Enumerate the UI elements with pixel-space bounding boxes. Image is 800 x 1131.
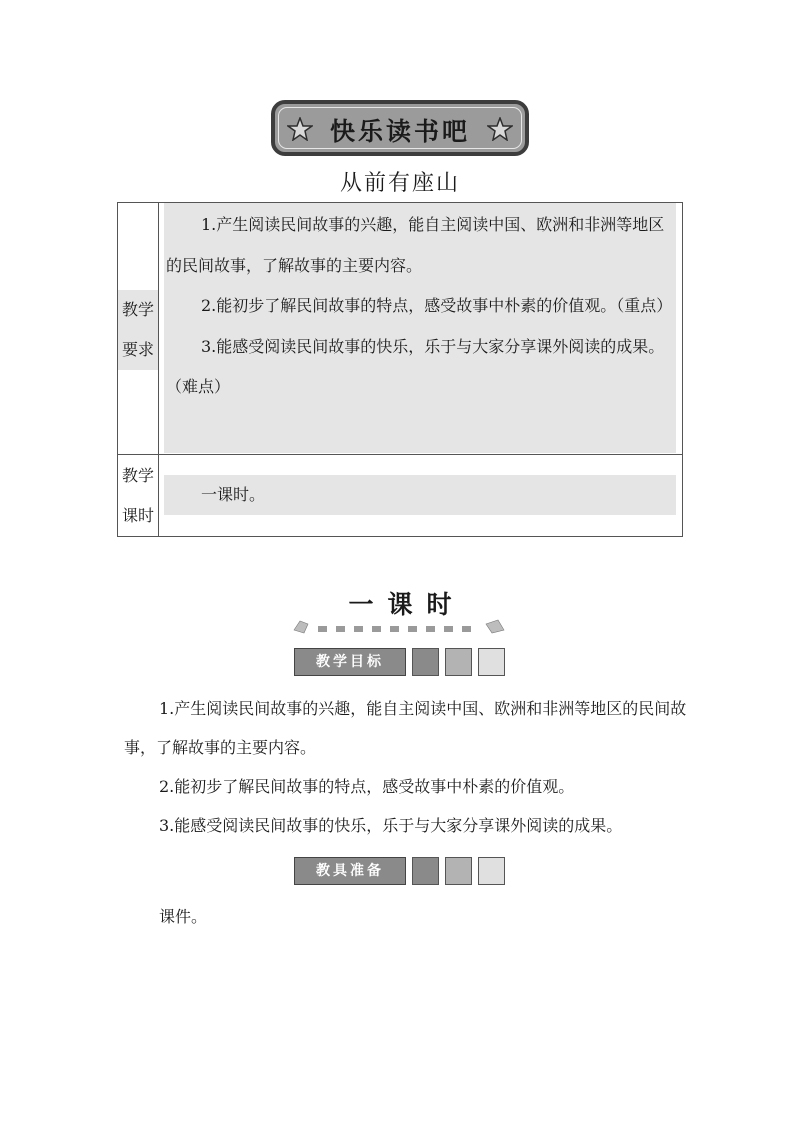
- prep-content: [124, 897, 704, 936]
- goal-item: 2.能初步了解民间故事的特点，感受故事中朴素的价值观。: [159, 777, 575, 796]
- goals-tag-label: 教学目标: [294, 648, 406, 676]
- hours-value: 一课时。: [201, 485, 266, 504]
- title-banner: [271, 100, 529, 156]
- requirement-item: 1.产生阅读民间故事的兴趣，能自主阅读中国、欧洲和非洲等地区的民间故事，了解故事的主要内容。: [166, 215, 665, 275]
- lesson-title: 从前有座山: [339, 171, 460, 196]
- section-heading: [292, 585, 508, 635]
- section-title: 一课时: [348, 590, 466, 619]
- requirements-table: [117, 202, 683, 537]
- requirements-label: [118, 290, 158, 370]
- goals-list: [124, 689, 704, 845]
- hours-content: [166, 475, 676, 515]
- hours-label: [118, 456, 158, 536]
- requirements-label-line: 要求: [121, 340, 154, 359]
- prep-text: 课件。: [159, 907, 208, 926]
- tag-square-mid: [445, 648, 472, 676]
- requirement-item: 2.能初步了解民间故事的特点，感受故事中朴素的价值观。（重点）: [201, 296, 673, 315]
- tag-square-dark: [412, 857, 439, 885]
- table-column-divider: [158, 203, 159, 536]
- requirements-content: [166, 205, 676, 408]
- tag-square-light: [478, 857, 505, 885]
- goal-item: 3.能感受阅读民间故事的快乐，乐于与大家分享课外阅读的成果。: [159, 816, 623, 835]
- tag-square-mid: [445, 857, 472, 885]
- banner-title: 快乐读书吧: [329, 117, 470, 146]
- table-row-divider: [118, 454, 682, 455]
- prep-tag-label: 教具准备: [294, 857, 406, 885]
- tag-square-dark: [412, 648, 439, 676]
- tag-square-light: [478, 648, 505, 676]
- hours-label-line: 教学: [121, 466, 154, 485]
- hours-label-line: 课时: [121, 506, 154, 525]
- requirement-item: 3.能感受阅读民间故事的快乐，乐于与大家分享课外阅读的成果。（难点）: [166, 336, 665, 396]
- requirements-label-line: 教学: [121, 300, 154, 319]
- dash-decoration: [292, 618, 508, 634]
- goal-item: 1.产生阅读民间故事的兴趣，能自主阅读中国、欧洲和非洲等地区的民间故事，了解故事的主要内容。: [124, 699, 687, 757]
- star-icon: [487, 117, 513, 141]
